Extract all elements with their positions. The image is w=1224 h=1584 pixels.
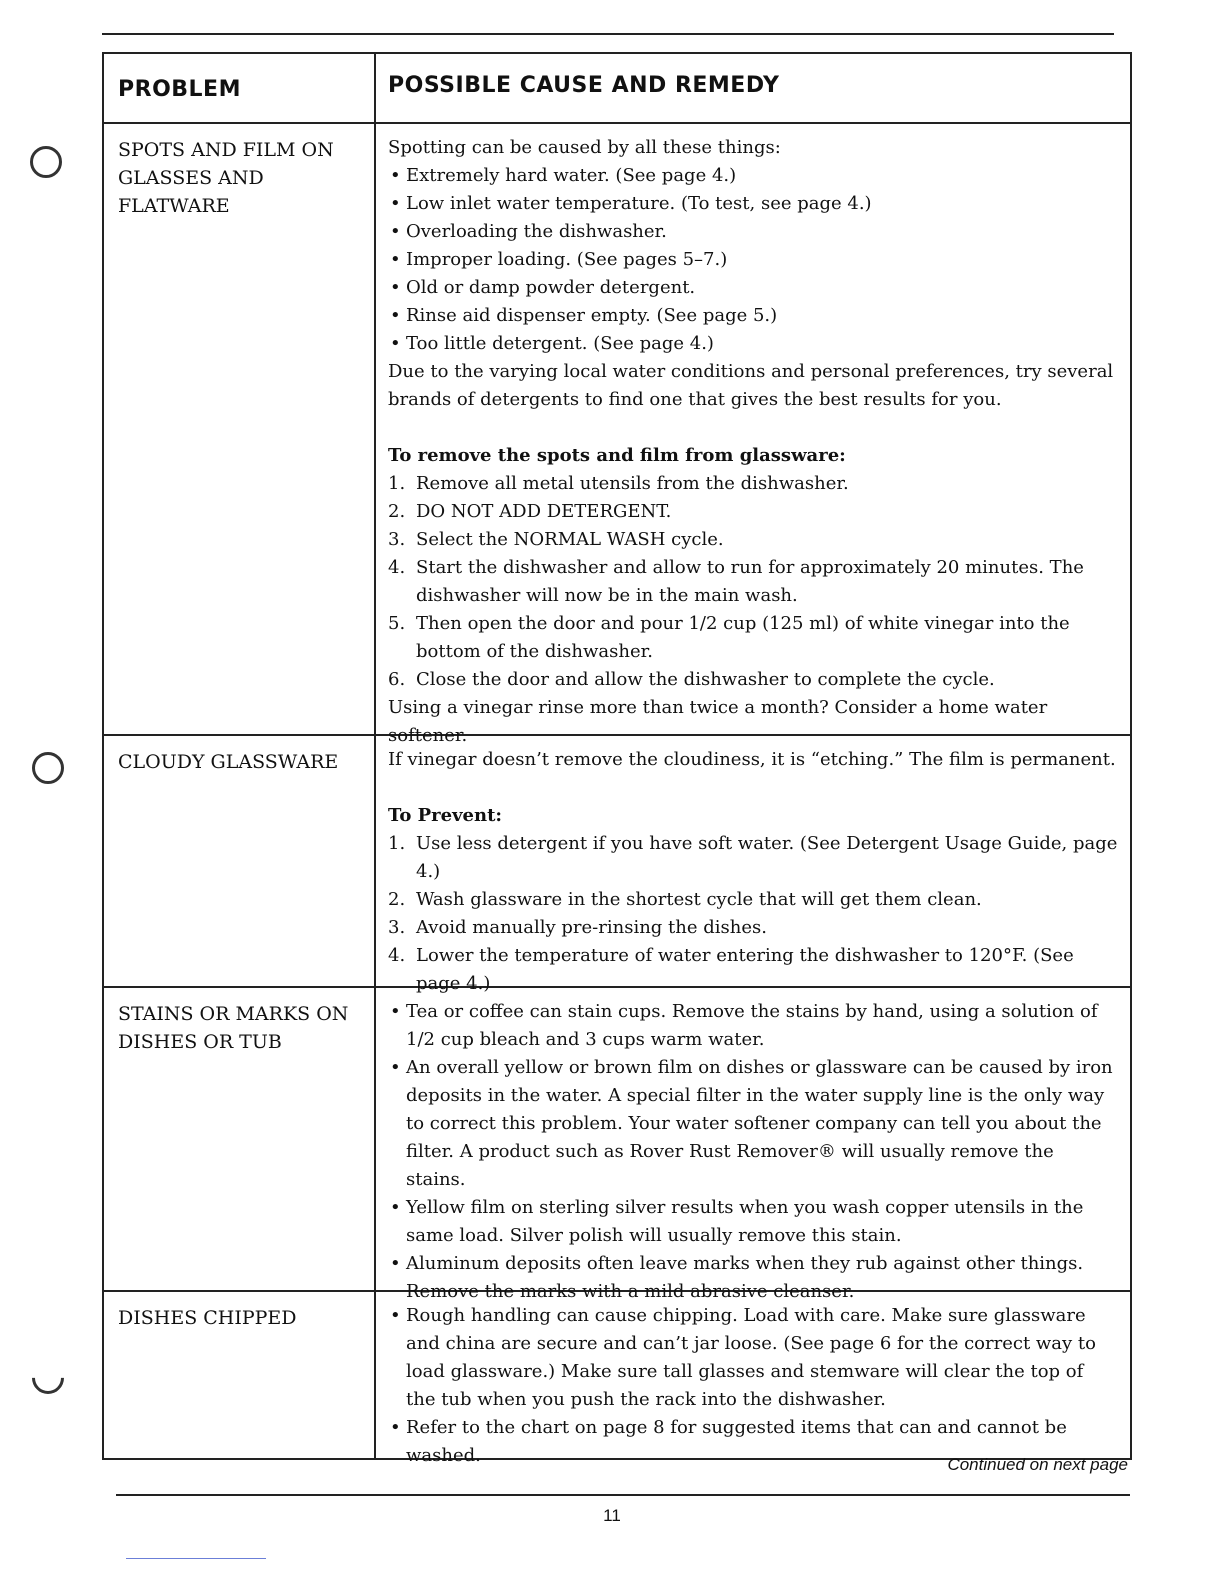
problem-text: CLOUDY GLASSWARE bbox=[118, 751, 339, 773]
list-item: 3. Select the NORMAL WASH cycle. bbox=[388, 529, 724, 550]
list-item: 4. Start the dishwasher and allow to run for approximately 20 minutes. The dishwasher will now be in the main wash. bbox=[388, 557, 1084, 606]
list-item: • Extremely hard water. (See page 4.) bbox=[388, 162, 1118, 190]
remedy-subhead: To remove the spots and film from glassware: bbox=[388, 445, 846, 466]
table-row bbox=[104, 122, 1130, 746]
problem-cell bbox=[104, 988, 376, 1290]
problem-text: GLASSES AND bbox=[118, 167, 264, 189]
binder-hole-icon bbox=[30, 146, 62, 178]
problem-text: FLATWARE bbox=[118, 195, 230, 217]
steps-list bbox=[388, 830, 1118, 998]
remedy-list bbox=[388, 1302, 1118, 1470]
remedy-subhead: To Prevent: bbox=[388, 805, 503, 826]
problem-text: DISHES OR TUB bbox=[118, 1031, 282, 1053]
list-item: 3. Avoid manually pre-rinsing the dishes. bbox=[388, 917, 767, 938]
list-item: • Rough handling can cause chipping. Load with care. Make sure glassware and china are secure and can’t jar loose. (See page 6 for the correct way to load glassware.) Make sure tall glasses and stemware will clear the top of the tub when you push the rack into the dishwasher. bbox=[388, 1302, 1118, 1414]
steps-list bbox=[388, 470, 1118, 694]
remedy-note: Due to the varying local water conditions and personal preferences, try several brands of detergents to find one that gives the best results for you. bbox=[388, 361, 1114, 410]
list-item: • Aluminum deposits often leave marks when they rub against other things. Remove the marks with a mild abrasive cleanser. bbox=[388, 1250, 1118, 1306]
list-item: 2. Wash glassware in the shortest cycle that will get them clean. bbox=[388, 889, 982, 910]
binder-hole-partial-icon bbox=[25, 1355, 70, 1400]
list-item: • Low inlet water temperature. (To test, see page 4.) bbox=[388, 190, 1118, 218]
header-remedy: POSSIBLE CAUSE AND REMEDY bbox=[388, 73, 780, 98]
problem-text: SPOTS AND FILM ON bbox=[118, 139, 334, 161]
binder-hole-icon bbox=[32, 752, 64, 784]
table-row bbox=[104, 986, 1130, 1302]
remedy-footer: Using a vinegar rinse more than twice a month? Consider a home water softener. bbox=[388, 697, 1048, 746]
list-item: 2. DO NOT ADD DETERGENT. bbox=[388, 501, 672, 522]
list-item: 1. Remove all metal utensils from the dishwasher. bbox=[388, 473, 849, 494]
page-number: 11 bbox=[603, 1506, 621, 1525]
remedy-cell bbox=[376, 988, 1130, 1302]
list-item: • Tea or coffee can stain cups. Remove the stains by hand, using a solution of 1/2 cup bleach and 3 cups warm water. bbox=[388, 998, 1118, 1054]
list-item: • Overloading the dishwasher. bbox=[388, 218, 1118, 246]
remedy-intro: Spotting can be caused by all these things: bbox=[388, 137, 781, 158]
remedy-cell bbox=[376, 124, 1130, 746]
bottom-rule bbox=[116, 1494, 1130, 1496]
list-item: 1. Use less detergent if you have soft water. (See Detergent Usage Guide, page 4.) bbox=[388, 833, 1118, 882]
remedy-cell bbox=[376, 736, 1130, 994]
list-item: • Improper loading. (See pages 5–7.) bbox=[388, 246, 1118, 274]
top-rule bbox=[102, 33, 1114, 35]
problem-cell bbox=[104, 124, 376, 734]
problem-cell bbox=[104, 1292, 376, 1458]
table-row bbox=[104, 734, 1130, 994]
list-item: • Too little detergent. (See page 4.) bbox=[388, 330, 1118, 358]
problem-text: DISHES CHIPPED bbox=[118, 1307, 297, 1329]
table-header bbox=[104, 54, 1130, 122]
scan-mark bbox=[126, 1558, 266, 1559]
list-item: 6. Close the door and allow the dishwasher to complete the cycle. bbox=[388, 669, 995, 690]
problem-cell bbox=[104, 736, 376, 986]
problem-text: STAINS OR MARKS ON bbox=[118, 1003, 349, 1025]
list-item: • Refer to the chart on page 8 for suggested items that can and cannot be washed. bbox=[388, 1414, 1118, 1470]
remedy-intro: If vinegar doesn’t remove the cloudiness, it is “etching.” The film is permanent. bbox=[388, 749, 1116, 770]
list-item: • Old or damp powder detergent. bbox=[388, 274, 1118, 302]
list-item: • Rinse aid dispenser empty. (See page 5.) bbox=[388, 302, 1118, 330]
remedy-list bbox=[388, 998, 1118, 1306]
continued-note: Continued on next page bbox=[947, 1455, 1128, 1474]
list-item: • Yellow film on sterling silver results when you wash copper utensils in the same load. Silver polish will usually remove this stain. bbox=[388, 1194, 1118, 1250]
list-item: 5. Then open the door and pour 1/2 cup (125 ml) of white vinegar into the bottom of the dishwasher. bbox=[388, 613, 1070, 662]
header-problem: PROBLEM bbox=[104, 54, 376, 122]
list-item: • An overall yellow or brown film on dishes or glassware can be caused by iron deposits in the water. A special filter in the water supply line is the only way to correct this problem. Your water softener company can tell you about the filter. A product such as Rover Rust Remover® will usually remove the stains. bbox=[388, 1054, 1118, 1194]
cause-list bbox=[388, 162, 1118, 358]
list-item: 4. Lower the temperature of water entering the dishwasher to 120°F. (See page 4.) bbox=[388, 945, 1074, 994]
